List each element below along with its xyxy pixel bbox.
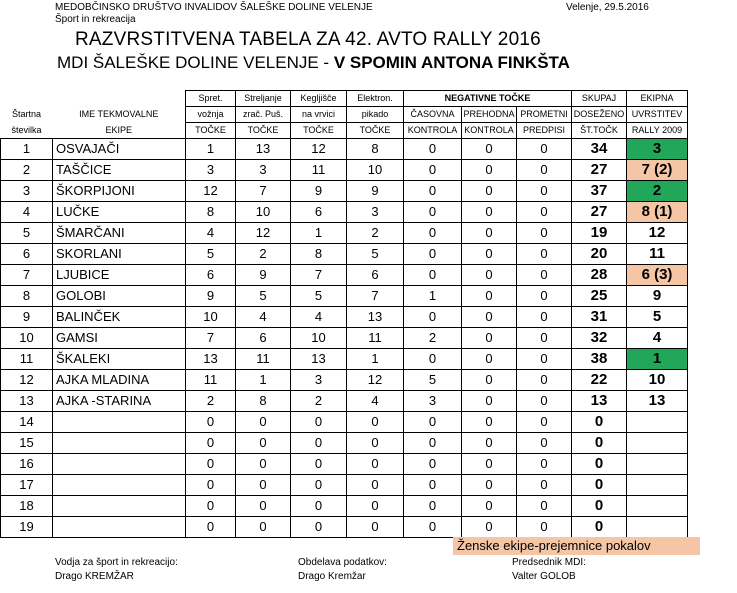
driving-points: 0 xyxy=(186,496,236,517)
start-number: 12 xyxy=(1,370,53,391)
total-points: 0 xyxy=(572,475,627,496)
driving-points: 4 xyxy=(186,223,236,244)
time-control-penalty: 0 xyxy=(404,412,462,433)
total-points: 0 xyxy=(572,433,627,454)
checkpoint-penalty: 0 xyxy=(462,265,517,286)
bowling-points: 12 xyxy=(291,139,347,160)
shooting-points: 0 xyxy=(236,475,291,496)
time-control-penalty: 3 xyxy=(404,391,462,412)
start-number: 2 xyxy=(1,160,53,181)
total-points: 0 xyxy=(572,517,627,538)
team-rank: 3 xyxy=(627,139,688,160)
results-body xyxy=(1,139,688,538)
driving-points: 6 xyxy=(186,265,236,286)
shooting-points: 9 xyxy=(236,265,291,286)
results-table xyxy=(0,90,688,538)
traffic-rules-penalty: 0 xyxy=(517,328,572,349)
checkpoint-penalty: 0 xyxy=(462,286,517,307)
team-name xyxy=(53,454,186,475)
col-header: EKIPE xyxy=(105,124,132,135)
time-control-penalty: 0 xyxy=(404,160,462,181)
team-rank xyxy=(627,496,688,517)
darts-points: 0 xyxy=(347,412,404,433)
darts-points: 0 xyxy=(347,517,404,538)
shooting-points: 8 xyxy=(236,391,291,412)
col-header: PREDPISI xyxy=(517,123,572,139)
team-rank: 10 xyxy=(627,370,688,391)
organization-name: MEDOBČINSKO DRUŠTVO INVALIDOV ŠALEŠKE DOLINE VELENJE xyxy=(55,2,373,13)
time-control-penalty: 0 xyxy=(404,202,462,223)
table-row xyxy=(1,265,688,286)
shooting-points: 0 xyxy=(236,433,291,454)
team-name: AJKA MLADINA xyxy=(53,370,186,391)
checkpoint-penalty: 0 xyxy=(462,160,517,181)
traffic-rules-penalty: 0 xyxy=(517,223,572,244)
checkpoint-penalty: 0 xyxy=(462,496,517,517)
start-number: 11 xyxy=(1,349,53,370)
time-control-penalty: 5 xyxy=(404,370,462,391)
table-row xyxy=(1,412,688,433)
time-control-penalty: 0 xyxy=(404,517,462,538)
team-rank: 5 xyxy=(627,307,688,328)
shooting-points: 11 xyxy=(236,349,291,370)
shooting-points: 3 xyxy=(236,160,291,181)
start-number: 8 xyxy=(1,286,53,307)
start-number: 19 xyxy=(1,517,53,538)
col-header: na vrvici xyxy=(291,107,347,123)
bowling-points: 7 xyxy=(291,265,347,286)
start-number: 16 xyxy=(1,454,53,475)
total-points: 0 xyxy=(572,454,627,475)
team-rank xyxy=(627,517,688,538)
team-name xyxy=(53,496,186,517)
col-header: Štartna xyxy=(11,109,42,119)
shooting-points: 10 xyxy=(236,202,291,223)
time-control-penalty: 0 xyxy=(404,139,462,160)
shooting-points: 12 xyxy=(236,223,291,244)
traffic-rules-penalty: 0 xyxy=(517,286,572,307)
team-rank xyxy=(627,433,688,454)
total-points: 31 xyxy=(572,307,627,328)
checkpoint-penalty: 0 xyxy=(462,412,517,433)
col-header: Elektron. xyxy=(347,91,404,107)
driving-points: 0 xyxy=(186,475,236,496)
table-row xyxy=(1,496,688,517)
shooting-points: 2 xyxy=(236,244,291,265)
traffic-rules-penalty: 0 xyxy=(517,496,572,517)
team-rank: 7 (2) xyxy=(627,160,688,181)
team-rank: 4 xyxy=(627,328,688,349)
col-header: PROMETNI xyxy=(517,107,572,123)
traffic-rules-penalty: 0 xyxy=(517,244,572,265)
time-control-penalty: 2 xyxy=(404,328,462,349)
footer-role-sport: Vodja za šport in rekreacijo: xyxy=(55,557,178,568)
shooting-points: 5 xyxy=(236,286,291,307)
darts-points: 13 xyxy=(347,307,404,328)
bowling-points: 5 xyxy=(291,286,347,307)
team-name xyxy=(53,475,186,496)
driving-points: 10 xyxy=(186,307,236,328)
team-rank: 2 xyxy=(627,181,688,202)
col-header: EKIPNA xyxy=(627,91,688,107)
driving-points: 11 xyxy=(186,370,236,391)
driving-points: 7 xyxy=(186,328,236,349)
start-number: 9 xyxy=(1,307,53,328)
driving-points: 0 xyxy=(186,412,236,433)
driving-points: 0 xyxy=(186,517,236,538)
checkpoint-penalty: 0 xyxy=(462,517,517,538)
time-control-penalty: 0 xyxy=(404,349,462,370)
subtitle-part-a: MDI ŠALEŠKE DOLINE VELENJE - xyxy=(57,53,334,72)
table-row xyxy=(1,223,688,244)
col-header: TOČKE xyxy=(347,123,404,139)
bowling-points: 0 xyxy=(291,475,347,496)
checkpoint-penalty: 0 xyxy=(462,139,517,160)
table-row xyxy=(1,307,688,328)
col-header: UVRSTITEV xyxy=(627,107,688,123)
traffic-rules-penalty: 0 xyxy=(517,202,572,223)
checkpoint-penalty: 0 xyxy=(462,181,517,202)
darts-points: 3 xyxy=(347,202,404,223)
darts-points: 5 xyxy=(347,244,404,265)
team-name: BALINČEK xyxy=(53,307,186,328)
footer-name-data: Drago Kremžar xyxy=(298,571,366,582)
time-control-penalty: 0 xyxy=(404,433,462,454)
darts-points: 8 xyxy=(347,139,404,160)
bowling-points: 1 xyxy=(291,223,347,244)
shooting-points: 0 xyxy=(236,454,291,475)
bowling-points: 0 xyxy=(291,412,347,433)
bowling-points: 8 xyxy=(291,244,347,265)
darts-points: 1 xyxy=(347,349,404,370)
driving-points: 2 xyxy=(186,391,236,412)
driving-points: 9 xyxy=(186,286,236,307)
time-control-penalty: 0 xyxy=(404,244,462,265)
col-header: PREHODNA xyxy=(462,107,517,123)
col-header: SKUPAJ xyxy=(572,91,627,107)
team-name: AJKA -STARINA xyxy=(53,391,186,412)
section-name: Šport in rekreacija xyxy=(55,14,136,25)
total-points: 37 xyxy=(572,181,627,202)
col-header: Spret. xyxy=(186,91,236,107)
bowling-points: 6 xyxy=(291,202,347,223)
shooting-points: 13 xyxy=(236,139,291,160)
total-points: 19 xyxy=(572,223,627,244)
team-rank: 13 xyxy=(627,391,688,412)
time-control-penalty: 0 xyxy=(404,496,462,517)
total-points: 27 xyxy=(572,160,627,181)
bowling-points: 2 xyxy=(291,391,347,412)
table-row xyxy=(1,517,688,538)
shooting-points: 1 xyxy=(236,370,291,391)
traffic-rules-penalty: 0 xyxy=(517,307,572,328)
bowling-points: 0 xyxy=(291,496,347,517)
total-points: 20 xyxy=(572,244,627,265)
col-header: vožnja xyxy=(186,107,236,123)
col-header: TOČKE xyxy=(236,123,291,139)
driving-points: 0 xyxy=(186,454,236,475)
bowling-points: 4 xyxy=(291,307,347,328)
total-points: 22 xyxy=(572,370,627,391)
bowling-points: 0 xyxy=(291,433,347,454)
darts-points: 4 xyxy=(347,391,404,412)
start-number: 3 xyxy=(1,181,53,202)
table-row xyxy=(1,349,688,370)
bowling-points: 0 xyxy=(291,454,347,475)
team-name: LJUBICE xyxy=(53,265,186,286)
bowling-points: 10 xyxy=(291,328,347,349)
total-points: 38 xyxy=(572,349,627,370)
col-header: Kegljišče xyxy=(291,91,347,107)
table-row xyxy=(1,139,688,160)
start-number: 15 xyxy=(1,433,53,454)
darts-points: 7 xyxy=(347,286,404,307)
checkpoint-penalty: 0 xyxy=(462,244,517,265)
bowling-points: 3 xyxy=(291,370,347,391)
time-control-penalty: 0 xyxy=(404,307,462,328)
footer-role-data: Obdelava podatkov: xyxy=(298,557,387,568)
team-rank: 12 xyxy=(627,223,688,244)
team-name xyxy=(53,412,186,433)
traffic-rules-penalty: 0 xyxy=(517,370,572,391)
team-rank xyxy=(627,454,688,475)
total-points: 28 xyxy=(572,265,627,286)
time-control-penalty: 0 xyxy=(404,223,462,244)
shooting-points: 0 xyxy=(236,496,291,517)
shooting-points: 7 xyxy=(236,181,291,202)
time-control-penalty: 0 xyxy=(404,475,462,496)
footer-name-sport: Drago KREMŽAR xyxy=(55,571,134,582)
col-header: KONTROLA xyxy=(462,123,517,139)
driving-points: 3 xyxy=(186,160,236,181)
start-number: 13 xyxy=(1,391,53,412)
total-points: 34 xyxy=(572,139,627,160)
bowling-points: 11 xyxy=(291,160,347,181)
page-subtitle xyxy=(57,53,570,73)
traffic-rules-penalty: 0 xyxy=(517,454,572,475)
checkpoint-penalty: 0 xyxy=(462,328,517,349)
table-row xyxy=(1,181,688,202)
darts-points: 0 xyxy=(347,496,404,517)
checkpoint-penalty: 0 xyxy=(462,433,517,454)
checkpoint-penalty: 0 xyxy=(462,475,517,496)
shooting-points: 0 xyxy=(236,412,291,433)
team-rank: 6 (3) xyxy=(627,265,688,286)
team-name: ŠKALEKI xyxy=(53,349,186,370)
col-header: številka xyxy=(11,124,42,135)
shooting-points: 6 xyxy=(236,328,291,349)
report-date: Velenje, 29.5.2016 xyxy=(566,2,649,13)
start-number: 14 xyxy=(1,412,53,433)
darts-points: 10 xyxy=(347,160,404,181)
start-number: 5 xyxy=(1,223,53,244)
col-header: zrač. Puš. xyxy=(236,107,291,123)
total-points: 32 xyxy=(572,328,627,349)
darts-points: 12 xyxy=(347,370,404,391)
start-number: 1 xyxy=(1,139,53,160)
driving-points: 5 xyxy=(186,244,236,265)
bowling-points: 0 xyxy=(291,517,347,538)
table-row xyxy=(1,391,688,412)
shooting-points: 0 xyxy=(236,517,291,538)
col-header: TOČKE xyxy=(291,123,347,139)
table-row xyxy=(1,160,688,181)
traffic-rules-penalty: 0 xyxy=(517,349,572,370)
traffic-rules-penalty: 0 xyxy=(517,181,572,202)
traffic-rules-penalty: 0 xyxy=(517,433,572,454)
table-row xyxy=(1,475,688,496)
start-number: 6 xyxy=(1,244,53,265)
total-points: 0 xyxy=(572,412,627,433)
team-name: GOLOBI xyxy=(53,286,186,307)
table-row xyxy=(1,286,688,307)
legend-women-teams: Ženske ekipe-prejemnice pokalov xyxy=(453,537,700,555)
time-control-penalty: 1 xyxy=(404,286,462,307)
col-header: KONTROLA xyxy=(404,123,462,139)
darts-points: 11 xyxy=(347,328,404,349)
team-name: TAŠČICE xyxy=(53,160,186,181)
start-number: 18 xyxy=(1,496,53,517)
time-control-penalty: 0 xyxy=(404,454,462,475)
table-row xyxy=(1,454,688,475)
table-row xyxy=(1,244,688,265)
col-header: DOSEŽENO xyxy=(572,107,627,123)
negative-points-header: NEGATIVNE TOČKE xyxy=(404,91,572,107)
team-rank: 8 (1) xyxy=(627,202,688,223)
checkpoint-penalty: 0 xyxy=(462,370,517,391)
checkpoint-penalty: 0 xyxy=(462,223,517,244)
time-control-penalty: 0 xyxy=(404,181,462,202)
driving-points: 0 xyxy=(186,433,236,454)
traffic-rules-penalty: 0 xyxy=(517,265,572,286)
traffic-rules-penalty: 0 xyxy=(517,160,572,181)
page-title: RAZVRSTITVENA TABELA ZA 42. AVTO RALLY 2016 xyxy=(75,29,541,50)
darts-points: 9 xyxy=(347,181,404,202)
team-rank xyxy=(627,412,688,433)
bowling-points: 13 xyxy=(291,349,347,370)
team-rank: 1 xyxy=(627,349,688,370)
darts-points: 0 xyxy=(347,475,404,496)
col-header: ČASOVNA xyxy=(404,107,462,123)
col-header: Streljanje xyxy=(236,91,291,107)
darts-points: 0 xyxy=(347,433,404,454)
start-number: 10 xyxy=(1,328,53,349)
team-name: ŠKORPIJONI xyxy=(53,181,186,202)
team-name xyxy=(53,433,186,454)
checkpoint-penalty: 0 xyxy=(462,202,517,223)
team-name: LUČKE xyxy=(53,202,186,223)
team-name: OSVAJAČI xyxy=(53,139,186,160)
traffic-rules-penalty: 0 xyxy=(517,475,572,496)
team-name: SKORLANI xyxy=(53,244,186,265)
driving-points: 13 xyxy=(186,349,236,370)
col-header: TOČKE xyxy=(186,123,236,139)
traffic-rules-penalty: 0 xyxy=(517,412,572,433)
team-rank xyxy=(627,475,688,496)
darts-points: 0 xyxy=(347,454,404,475)
team-name xyxy=(53,517,186,538)
bowling-points: 9 xyxy=(291,181,347,202)
driving-points: 12 xyxy=(186,181,236,202)
subtitle-part-b: V SPOMIN ANTONA FINKŠTA xyxy=(333,53,570,72)
shooting-points: 4 xyxy=(236,307,291,328)
darts-points: 2 xyxy=(347,223,404,244)
start-number: 17 xyxy=(1,475,53,496)
darts-points: 6 xyxy=(347,265,404,286)
team-name: ŠMARČANI xyxy=(53,223,186,244)
driving-points: 1 xyxy=(186,139,236,160)
checkpoint-penalty: 0 xyxy=(462,391,517,412)
start-number: 7 xyxy=(1,265,53,286)
checkpoint-penalty: 0 xyxy=(462,307,517,328)
col-header: ŠT.TOČK xyxy=(572,123,627,139)
col-header: pikado xyxy=(347,107,404,123)
start-number: 4 xyxy=(1,202,53,223)
table-row xyxy=(1,328,688,349)
checkpoint-penalty: 0 xyxy=(462,454,517,475)
checkpoint-penalty: 0 xyxy=(462,349,517,370)
table-row xyxy=(1,202,688,223)
table-row xyxy=(1,433,688,454)
total-points: 0 xyxy=(572,496,627,517)
footer-name-president: Valter GOLOB xyxy=(512,571,576,582)
driving-points: 8 xyxy=(186,202,236,223)
total-points: 25 xyxy=(572,286,627,307)
total-points: 13 xyxy=(572,391,627,412)
team-rank: 9 xyxy=(627,286,688,307)
traffic-rules-penalty: 0 xyxy=(517,391,572,412)
team-name: GAMSI xyxy=(53,328,186,349)
col-header: RALLY 2009 xyxy=(627,123,688,139)
total-points: 27 xyxy=(572,202,627,223)
footer-role-president: Predsednik MDI: xyxy=(512,557,586,568)
time-control-penalty: 0 xyxy=(404,265,462,286)
col-header: IME TEKMOVALNE xyxy=(79,109,159,119)
traffic-rules-penalty: 0 xyxy=(517,139,572,160)
traffic-rules-penalty: 0 xyxy=(517,517,572,538)
table-row xyxy=(1,370,688,391)
team-rank: 11 xyxy=(627,244,688,265)
